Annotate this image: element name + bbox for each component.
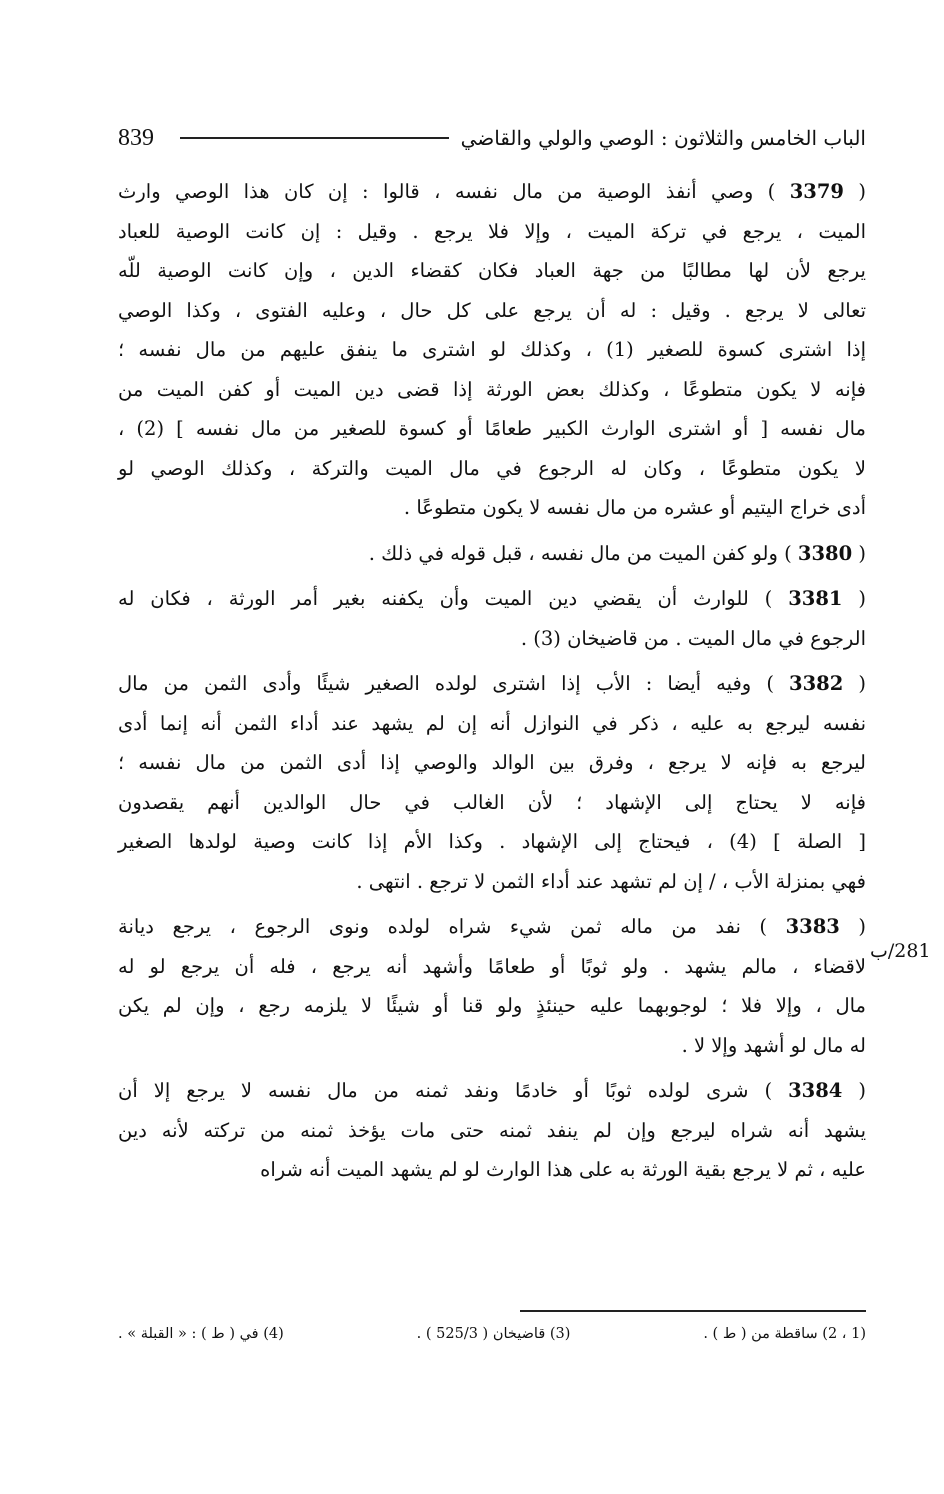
- paragraph-3382: [118, 664, 866, 901]
- text-line: له مال لو أشهد وإلا لا .: [681, 1033, 866, 1057]
- text-line: يرجع لأن لها مطالبًا من جهة العباد فكان كقضاء الدين ، وإن كانت الوصية للّه: [118, 259, 866, 282]
- text-line: الرجوع في مال الميت . من قاضيخان (3) .: [520, 626, 866, 650]
- text-line: تعالى لا يرجع . وقيل : له أن يرجع على كل حال ، وعليه الفتوى ، وكذا الوصي: [118, 298, 866, 322]
- header-rule: [180, 137, 449, 139]
- footnote-3: (4) في ( ط ) : « القبلة » .: [118, 1326, 284, 1342]
- text-line: فإنه لا يكون متطوعًا ، وكذلك بعض الورثة إذا قضى دين الميت أو كفن الميت من: [118, 377, 866, 401]
- paragraph-number: 3380: [797, 541, 853, 565]
- text-line: ( 3382 ) وفيه أيضا : الأب إذا اشترى لولده الصغير شيئًا وأدى الثمن من مال: [118, 672, 866, 695]
- text-line: ( 3380 ) ولو كفن الميت من مال نفسه ، قبل قوله في ذلك .: [368, 541, 866, 565]
- paragraph-3380: [118, 534, 866, 574]
- text-line: مال نفسه [ أو اشترى الوارث الكبير طعامًا أو كسوة للصغير من مال نفسه ] (2) ،: [118, 417, 866, 440]
- text-line: أدى خراج اليتيم أو عشره من مال نفسه لا يكون متطوعًا .: [403, 496, 866, 519]
- paragraph-3379: [118, 172, 866, 528]
- text-line: [ الصلة ] (4) ، فيحتاج إلى الإشهاد . وكذا الأم إذا كانت وصية لولدها الصغير: [118, 830, 866, 853]
- text-line: ( 3383 ) نفد من ماله ثمن شيء شراه لولده ونوى الرجوع ، يرجع ديانة: [118, 915, 866, 938]
- text-line: ليرجع به فإنه لا يرجع ، وفرق بين الوالد والوصي إذا أدى الثمن من مال نفسه ؛: [118, 751, 866, 774]
- footnotes: [118, 1326, 866, 1342]
- text-line: مال ، وإلا فلا ؛ لوجوبهما عليه حينئذٍ ولو قنا أو شيئًا لا يلزمه رجع ، وإن لم يكن: [118, 994, 866, 1017]
- text-line: لا يكون متطوعًا ، وكان له الرجوع في مال الميت والتركة ، وكذلك الوصي لو: [118, 456, 866, 480]
- paragraph-number: 3383: [785, 915, 840, 938]
- paragraph-number: 3382: [789, 672, 844, 695]
- text-line: الميت ، يرجع في تركة الميت ، وإلا فلا يرجع . وقيل : إن كانت الوصية للعباد: [118, 219, 866, 243]
- text-line: ( 3381 ) للوارث أن يقضي دين الميت وأن يكفنه بغير أمر الورثة ، فكان له: [118, 587, 866, 610]
- footnote-2: (3) قاضيخان ( 525/3 ) .: [416, 1326, 571, 1342]
- text-line: نفسه ليرجع به عليه ، ذكر في النوازل أنه إن لم يشهد عند أداء الثمن أنه إنما أدى: [118, 711, 866, 735]
- text-line: إذا اشترى كسوة للصغير (1) ، وكذلك لو اشترى ما ينفق عليهم من مال نفسه ؛: [118, 338, 866, 361]
- paragraph-3381: [118, 579, 866, 658]
- page-header: [118, 118, 866, 158]
- footnote-1: (1 ، 2) ساقطة من ( ط ) .: [703, 1326, 866, 1342]
- page-body: [118, 172, 866, 1196]
- chapter-title: الباب الخامس والثلاثون : الوصي والولي والقاضي: [460, 126, 866, 150]
- text-line: يشهد أنه شراه ليرجع وإن لم ينفد ثمنه حتى مات يؤخذ ثمنه من تركته لأنه دين: [118, 1118, 866, 1142]
- text-line: فهي بمنزلة الأب ، / إن لم تشهد عند أداء الثمن لا ترجع . انتهى .: [356, 869, 866, 893]
- text-line: ( 3379 ) وصي أنفذ الوصية من مال نفسه ، قالوا : إن كان هذا الوصي وارث: [118, 180, 866, 203]
- page-number: 839: [118, 124, 154, 151]
- paragraph-number: 3384: [788, 1079, 843, 1102]
- paragraph-number: 3381: [788, 587, 843, 610]
- paragraph-3384: [118, 1071, 866, 1190]
- text-line: فإنه لا يحتاج إلى الإشهاد ؛ لأن الغالب في حال الوالدين أنهم يقصدون: [118, 790, 866, 814]
- footnote-rule: [520, 1310, 866, 1312]
- text-line: لاقضاء ، مالم يشهد . ولو ثوبًا أو طعامًا وأشهد أنه يرجع ، فله أن يرجع لو له: [118, 954, 866, 978]
- paragraph-3383: [118, 907, 866, 1065]
- paragraph-number: 3379: [789, 180, 844, 203]
- text-line: عليه ، ثم لا يرجع بقية الورثة به على هذا الوارث لو لم يشهد الميت أنه شراه: [260, 1158, 866, 1181]
- margin-folio-note: 281/ب: [870, 940, 931, 962]
- text-line: ( 3384 ) شرى لولده ثوبًا أو خادمًا ونفد ثمنه من مال نفسه لا يرجع إلا أن: [118, 1079, 866, 1102]
